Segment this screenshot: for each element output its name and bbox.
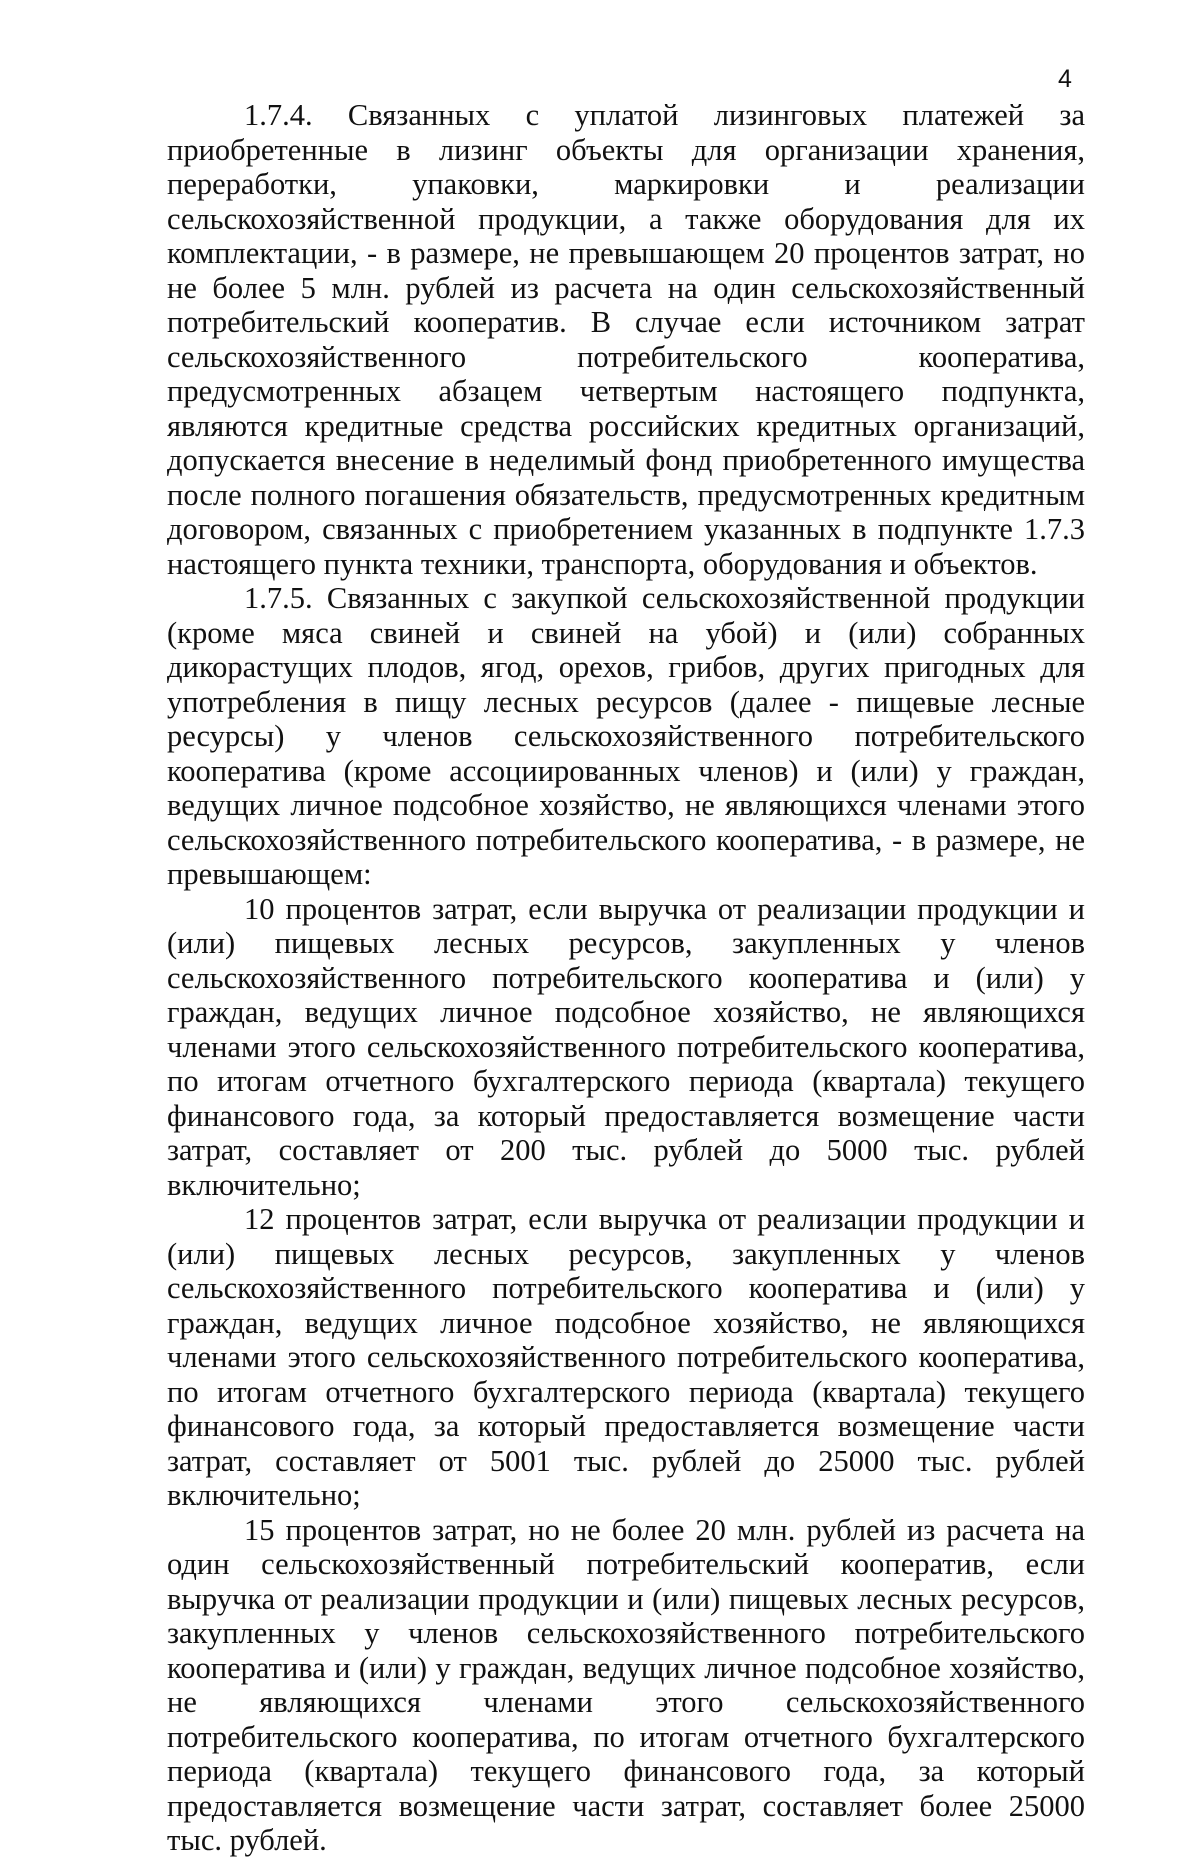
document-body [167,98,1085,1858]
page-number: 4 [1058,65,1072,93]
paragraph-1-7-5: 1.7.5. Связанных с закупкой сельскохозяйственной продукции (кроме мяса свиней и свиней на убой) и (или) собранных дикорастущих плодов, ягод, орехов, грибов, других пригодных для употребления в пищу лесных ресурсов (далее - пищевые лесные ресурсы) у членов сельскохозяйственного потребительского кооператива (кроме ассоциированных членов) и (или) у граждан, ведущих личное подсобное хозяйство, не являющихся членами этого сельскохозяйственного потребительского кооператива, - в размере, не превышающем: [167,581,1085,891]
paragraph-10-percent: 10 процентов затрат, если выручка от реализации продукции и (или) пищевых лесных ресурсов, закупленных у членов сельскохозяйственного потребительского кооператива и (или) у граждан, ведущих личное подсобное хозяйство, не являющихся членами этого сельскохозяйственного потребительского кооператива, по итогам отчетного бухгалтерского периода (квартала) текущего финансового года, за который предоставляется возмещение части затрат, составляет от 200 тыс. рублей до 5000 тыс. рублей включительно; [167,891,1085,1202]
paragraph-12-percent: 12 процентов затрат, если выручка от реализации продукции и (или) пищевых лесных ресурсов, закупленных у членов сельскохозяйственного потребительского кооператива и (или) у граждан, ведущих личное подсобное хозяйство, не являющихся членами этого сельскохозяйственного потребительского кооператива, по итогам отчетного бухгалтерского периода (квартала) текущего финансового года, за который предоставляется возмещение части затрат, составляет от 5001 тыс. рублей до 25000 тыс. рублей включительно; [167,1202,1085,1512]
paragraph-15-percent: 15 процентов затрат, но не более 20 млн. рублей из расчета на один сельскохозяйственный потребительский кооператив, если выручка от реализации продукции и (или) пищевых лесных ресурсов, закупленных у членов сельскохозяйственного потребительского кооператива и (или) у граждан, ведущих личное подсобное хозяйство, не являющихся членами этого сельскохозяйственного потребительского кооператива, по итогам отчетного бухгалтерского периода (квартала) текущего финансового года, за который предоставляется возмещение части затрат, составляет более 25000 тыс. рублей. [167,1512,1085,1857]
paragraph-1-7-4: 1.7.4. Связанных с уплатой лизинговых платежей за приобретенные в лизинг объекты для организации хранения, переработки, упаковки, маркировки и реализации сельскохозяйственной продукции, а также оборудования для их комплектации, - в размере, не превышающем 20 процентов затрат, но не более 5 млн. рублей из расчета на один сельскохозяйственный потребительский кооператив. В случае если источником затрат сельскохозяйственного потребительского кооператива, предусмотренных абзацем четвертым настоящего подпункта, являются кредитные средства российских кредитных организаций, допускается внесение в неделимый фонд приобретенного имущества после полного погашения обязательств, предусмотренных кредитным договором, связанных с приобретением указанных в подпункте 1.7.3 настоящего пункта техники, транспорта, оборудования и объектов. [167,98,1085,581]
